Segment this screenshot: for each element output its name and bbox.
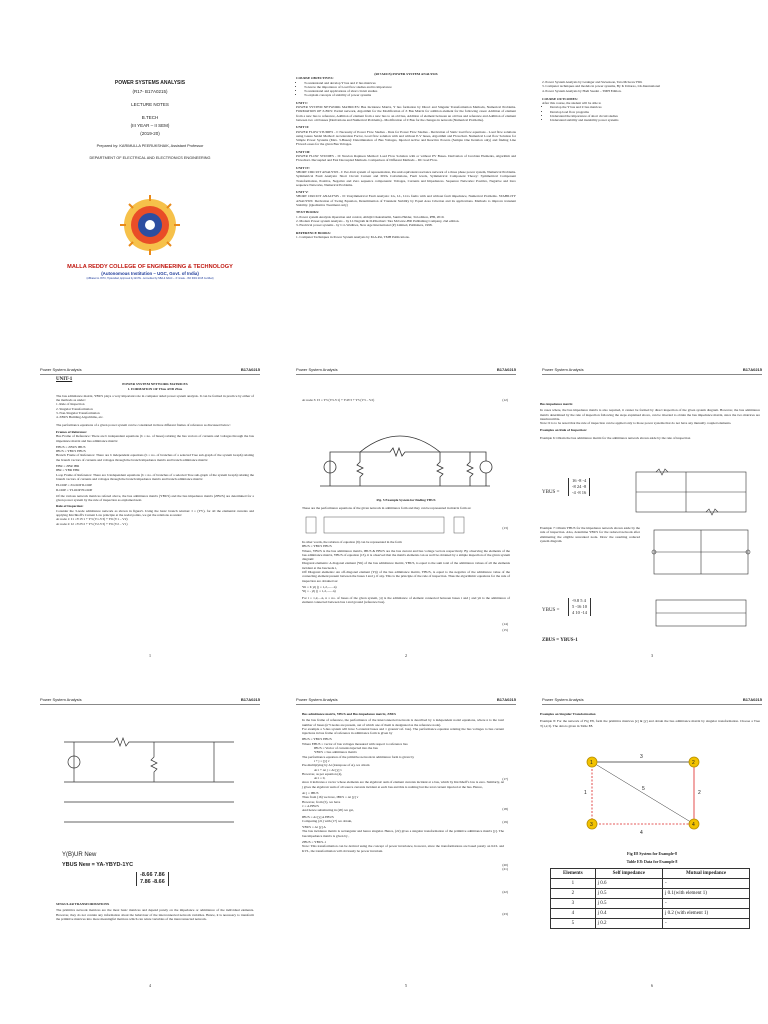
body-para: And hence substituting in (20) we get, <box>302 808 354 813</box>
table-row <box>551 919 750 929</box>
branch-label: 5 <box>642 786 645 792</box>
matrix-row: -8.66 7.86 <box>140 872 165 878</box>
reduced-network-sketch <box>646 594 756 634</box>
page-2 <box>288 346 524 676</box>
college-emblem <box>120 195 180 255</box>
table-cell: - <box>663 879 750 889</box>
cover-code: (R17- B17A0215) <box>132 89 168 94</box>
section-subtitle: 1. FORMATION OF Ybus AND Zbus <box>127 386 183 391</box>
equation: v = A EBUS <box>302 803 319 808</box>
objective-item: • To understand and applications of short circuit studies <box>304 89 516 93</box>
handwritten-network-sketch <box>54 712 244 842</box>
header-left: Power System Analysis <box>542 697 584 702</box>
body-para: Of the various network matrices refered above, the bus admittance matrix (YBUS) and the bus impedance matrix (ZBUS) are determined for a given power system by the rule of inspection as explained next. <box>56 493 254 503</box>
matrix-row: -4 -8 16 <box>572 490 587 495</box>
equation: At node 1: I1 =Y1V1 + Y3 (V1-V3) + Y6 (V1 – V2) <box>56 517 128 522</box>
cover-notes: LECTURE NOTES <box>131 102 169 107</box>
equation: At j = IBUS <box>302 791 319 796</box>
body-para: Pre-multiplying by At (transpose of A), we obtain <box>302 763 370 768</box>
equation-number: (20) <box>502 863 508 867</box>
table-header: Self impedance <box>595 869 662 879</box>
page-number: 6 <box>651 983 653 988</box>
list-item: 2. Singular Transformation <box>56 406 93 411</box>
body-para: The primitive network matrices are the most basic matrices and depend purely on the impedance or admittance of the individual elements. However, they do not contain any information about the behaviour of the interconnected network variables. Hence, it is necessary to transform the primitive matrices into more meaningful matrices which can relate variables of the interconnected network. <box>56 908 254 921</box>
table-header: Mutual impedance <box>663 869 750 879</box>
college-affiliation: (Affiliated to JNTU, Hyderabad, Approved by AICTE - Accredited by NBA & NAAC – 'A' Grade - ISO 9001:2015 Certified) <box>86 277 214 280</box>
page5-text <box>302 712 504 853</box>
header-left: Power System Analysis <box>542 367 584 372</box>
outcome-item: • Understand the importance of short circuit studies <box>550 114 762 118</box>
syllabus-heading: (R17A0215) POWER SYSTEM ANALYSIS <box>374 72 438 76</box>
page-header <box>542 366 762 375</box>
objectives-list <box>296 81 516 98</box>
table-cell: 1 <box>551 879 596 889</box>
equation-number: (12) <box>502 398 508 402</box>
body-para: since it indicates a vector whose elements are the algebraic sum of element currents incident at a bus, which by Kirchhoff's law is zero. Similarly, At j gives the algebraic sum of all source currents incident at each bus and this is nothing but the total current injected at the bus. Hence, <box>302 780 504 789</box>
equation: IBR = YBR EBR <box>56 468 80 473</box>
text-book-item: 2. Modern Power system Analysis – by I.J.Nagrath & D.P.Kothari: Tata McGraw-Hill Publishing Company, 2nd edition. <box>296 218 460 223</box>
table-title: Table E8: Data for Example 8 <box>626 859 678 864</box>
page2-after: These are the performance equations of the given network in admittance form and they can be represented in matrix form as: <box>302 506 472 510</box>
equation-number: (17) <box>502 777 508 781</box>
list-item: 3. Non-Singular Transformation <box>56 411 100 416</box>
header-right: B17A0215 <box>240 697 260 702</box>
ybus-7-label: YBUS = <box>542 608 560 613</box>
table-cell: j 0.6 <box>595 879 662 889</box>
page4-text <box>56 902 254 921</box>
page-header <box>40 696 260 705</box>
equation: IBUS = At [y] A EBUS <box>302 814 334 819</box>
body-para: For i = 1,2,....n, n = no. of buses of the given system, yij is the admittance of element connected between buses i and j and yii is the admittance of element connected between bus i and ground (reference bus). <box>302 595 510 604</box>
table-row <box>551 909 750 919</box>
header-right: B17A0215 <box>240 367 260 372</box>
section-title: Examples on Singular Transformation <box>540 712 596 716</box>
body-para: Off Diagonal elements: An off-diagonal element (Yij) of the bus admittance matrix, YBUS, is equal to the negative of the admittance value of the connecting element present between the buses I and j, if any. This is the principle of the rule of inspection. Thus the algorithmic equations for the rule of inspection are obtained as: <box>302 570 510 583</box>
node-label: 4 <box>692 822 695 828</box>
page-5 <box>288 676 524 1006</box>
body-para: In the bus frame of reference, the performance of the interconnected network is described by n independent nodal equations, where n is the total number of buses (n+1nodes are present, out of which one of them is designated as the reference node). <box>302 718 504 727</box>
body-para: The performance equation of the primitive network in admittance form is given by <box>302 754 415 759</box>
outcome-item: • Develop load flow programs <box>550 110 762 114</box>
reference-books-title: REFERENCE BOOKS: <box>296 230 331 235</box>
header-right: B17A0215 <box>496 697 516 702</box>
page-number: 2 <box>405 653 407 658</box>
unit5-title: UNIT V: <box>296 190 309 195</box>
page2-text <box>302 540 510 604</box>
equation: IBUS = YBUS EBUS <box>302 544 332 549</box>
ybus-new-matrix <box>136 872 169 886</box>
matrix-7 <box>568 598 591 616</box>
table-cell: - <box>663 899 750 909</box>
matrix-row: -8 24 -8 <box>572 484 587 489</box>
table-cell: 2 <box>551 889 596 899</box>
objective-item: • To understand and develop Y bus and Z bus matrices <box>304 81 516 85</box>
unit3-text: POWER FLOW STUDIES - II: Newton Raphson Method: Load Flow Solution with or without PV Buses- Derivation of Jacobian Elements, Algorithm and Flowchart. Decoupled and Fast Decoupled Methods. Comparison of Different Methods – DC load Flow. <box>296 154 516 163</box>
page-number: 3 <box>651 653 653 658</box>
objective-item: • To explain concepts of stability of power systems <box>304 93 516 97</box>
body-para: For example a 5-bus system will have 5 external buses and 1 ground/ ref. bus). The performance equation relating the bus voltages to bus current injections in bus frame of reference in admittance form is given by <box>302 726 504 736</box>
reference-book-item: 2. Power System Analysis by Grainger and Stevenson, Tata McGraw Hill. <box>542 80 643 84</box>
equation-number: (13) <box>502 526 508 530</box>
table-cell: j 0.2 (with element 1) <box>663 909 750 919</box>
body-para: YBUS = bus admittance matrix <box>314 750 357 755</box>
node3-equation: At node 3: I3 = Y3 (V3-V1) + Y4V3 + Y5 (V3 – V2) <box>302 398 375 402</box>
table-cell: 4 <box>551 909 596 919</box>
unit2-text: POWER FLOW STUDIES - I: Necessity of Power Flow Studies - Data for Power Flow Studies - Derivation of Static load flow equations - Load flow solutions using Gauss Seidel Method: Acceleration Factor, Load flow solution with and without P-V buses, Algorithm and Flowchart. Numerical Load flow Solution for Simple Power Systems (Max. 3-Buses): Determination of Bus Voltages, Injected Active and Reactive Powers (Sample One Iteration only) and finding Line Flows/Losses for the given Bus Voltages. <box>296 129 516 147</box>
page-header <box>296 366 516 375</box>
table-row <box>551 889 750 899</box>
header-left: Power System Analysis <box>40 697 82 702</box>
matrix-row: 16 -8 -4 <box>572 478 587 483</box>
cover-year: (III YEAR – II SEM) <box>130 123 170 128</box>
page-number: 4 <box>149 983 151 988</box>
cover-dept: DEPARTMENT OF ELECTRICAL AND ELECTRONICS ENGINEERING <box>89 156 211 160</box>
equation-number: (18) <box>502 807 508 811</box>
equation: ELOOP = ZLOOP ILOOP <box>56 483 93 488</box>
equation: EBUS = ZBUS IBUS <box>56 444 86 449</box>
body-para: The performance equations of a given power system can be considered in three different frames of reference as discussed below: <box>56 422 231 427</box>
cover-prepared: Prepared by: KARIMULLA PEERUKSHAIK, Assistant Professor <box>96 144 204 148</box>
table-cell: j 0.4 <box>595 909 662 919</box>
section-title: Bus admittance matrix, YBUS and Bus impedance matrix, ZBUS <box>302 712 397 716</box>
page-6 <box>534 676 768 1006</box>
syllabus-text <box>296 72 516 239</box>
college-name: MALLA REDDY COLLEGE OF ENGINEERING & TECHNOLOGY <box>67 264 233 270</box>
table-e8 <box>550 868 750 929</box>
body-para: Comparing (21) with (17) we obtain, <box>302 818 353 823</box>
cover-title-block <box>32 80 268 160</box>
equation-number: (21) <box>502 867 508 871</box>
equation: IBUS = YBUS EBUS <box>56 449 86 454</box>
college-institution: (Autonomous Institution – UGC, Govt. of India) <box>101 271 199 276</box>
node-label: 2 <box>692 760 695 766</box>
equation: ZBUS = YBUS-1 <box>302 840 327 845</box>
subheading: Frames of Reference: <box>56 429 88 434</box>
cover-title: POWER SYSTEMS ANALYSIS <box>114 80 186 86</box>
network-diagram <box>310 412 500 492</box>
list-item: 1. Rule of Inspection <box>56 402 85 407</box>
equation: Yii = Σ yij (j = 1,2,.......n) <box>302 584 337 589</box>
table-row <box>551 879 750 889</box>
cover-page <box>32 20 268 350</box>
body-para: Bus Frame of Reference: There are b independent equations (b = no. of buses) relating the bus vectors of currents and voltages through the bus impedance matrix and bus admittance matrix: <box>56 434 254 443</box>
outcomes-title: COURSE OUTCOMES: <box>542 96 578 101</box>
page-header <box>296 696 516 705</box>
equation: At i + At j = At [y] v <box>314 767 342 772</box>
branch-label: 3 <box>640 754 643 760</box>
page-header <box>40 366 260 375</box>
objective-item: • To know the importance of Load flow studies and its importance <box>304 85 516 89</box>
page6-text <box>540 712 760 728</box>
body-para: Branch Frame of Reference: There are b independent equations (b = no. of branches of a selected Tree sub-graph of the system Graph) relating the branch vectors of currents and voltages through the branch impedance matrix and branch admittance matrix: <box>56 453 254 462</box>
node-label: 3 <box>590 822 593 828</box>
impedance-network-sketch <box>646 522 756 582</box>
section-title: POWER SYSTEM NETWORK MATRICES <box>122 382 188 387</box>
matrix-row: 5 -16 10 <box>572 604 587 609</box>
example-8: Example 8: For the network of Fig E8, form the primitive matrices [z] & [y] and obtain the bus admittance matrix by singular transformation. Choose a Tree T(1,2,3). The data is given in Table E8. <box>540 719 760 728</box>
ybus-6-label: YBUS = <box>542 490 560 495</box>
body-para: However, as per equation (4), <box>302 771 343 776</box>
table-cell: - <box>663 919 750 929</box>
outcomes-text <box>542 80 762 123</box>
header-right: B17A0215 <box>496 367 516 372</box>
equation: i + j = [y] v <box>314 758 330 763</box>
unit4-text: SHORT CIRCUIT ANALYSIS - I: Per-Unit system of representation, Per-unit equivalent reactance network of a three phase power system, Numerical Problems. Symmetrical Fault Analysis: Short Circuit Current and MVA Calculations, Fault levels, Symmetrical Component Theory: Symmetrical Component Transformation, Positive, Negative and Zero sequence components: Voltages, Currents and Impedances. Sequence Networks: Positive, Negative and Zero sequence Networks, Numerical Problems. <box>296 169 516 187</box>
header-left: Power System Analysis <box>296 697 338 702</box>
equation-number: (15) <box>502 628 508 632</box>
cover-session: (2019-20) <box>140 131 160 136</box>
figure-caption: Fig E8 System for Example-8 <box>627 851 677 856</box>
page3-text <box>540 402 760 440</box>
page1-text <box>56 378 254 526</box>
unit2-title: UNIT II: <box>296 125 310 130</box>
body-para: Note: It is to be noted that the rule of inspection can be applied only to those power systems that do not have any mutually coupled elements. <box>540 421 732 426</box>
outcome-item: • Understand stability and instability power systems <box>550 118 762 122</box>
body-para: Where EBUS = vector of bus voltages measured with respect to reference bus <box>302 741 408 746</box>
admittance-network-sketch <box>626 466 756 518</box>
node-label: 1 <box>590 760 593 766</box>
body-para: However, from (5), we have <box>302 799 341 804</box>
zbus-equation: ZBUS = YBUS-1 <box>542 638 578 643</box>
outcomes-page <box>534 20 768 350</box>
table-cell: j 0.2 <box>595 919 662 929</box>
unit3-title: UNIT III: <box>296 149 311 154</box>
table-cell: j 0.5 <box>595 899 662 909</box>
unit1-title: UNIT I: <box>296 100 308 105</box>
table-cell: 5 <box>551 919 596 929</box>
ybus-7 <box>542 608 559 613</box>
body-para: Note: This transformation can be derived using the concept of power invariance, however, since the transformations are based purely on KCL and KVL, the transformation will obviously be power invariant. <box>302 844 504 853</box>
table-cell: j 0.1(with element 1) <box>663 889 750 899</box>
cover-program: B.TECH <box>141 115 159 120</box>
equation-number: (19) <box>502 820 508 824</box>
header-left: Power System Analysis <box>40 367 82 372</box>
body-para: Diagonal elements: A diagonal element (Yii) of the bus admittance matrix, YBUS, is equal to the sum total of the admittance values of all the elements incident at the bus/node i, <box>302 561 510 570</box>
list-item: 4. ZBUS Building Algorithms, etc. <box>56 415 104 420</box>
unit1-text: POWER SYSTEM NETWORK MATRICES: Bus Incidence Matrix, Y bus formation by Direct and Singular Transformation Methods, Numerical Problems. FORMATION OF Z-BUS: Partial network, Algorithm for the Modification of Z Bus Matrix for addition element for the following cases: Addition of element from a new bus to reference, Addition of element from a new bus to an old bus, Addition of element between an old bus and reference and Addition of element between two old busses (Derivations and Numerical Problems).- Modification of Z Bus for the changes in network (Numerical Problems). <box>296 105 516 122</box>
text-book-item: 3. Electrical power systems - by C.L.Wadhwa, New Age International (P) Limited, Publishers, 1998. <box>296 223 433 228</box>
page-4 <box>32 676 268 1006</box>
body-para: Consider the 3-node admittance network as shown in figure5. Using the basic branch relation: I = (YV), for all the elemental currents and applying Kirchhoff's Current Law principle at the nodal points, we get the relations as under: <box>56 508 254 518</box>
table-header: Elements <box>551 869 596 879</box>
unit4-title: UNIT IV: <box>296 165 310 170</box>
body-para: Loop Frame of Reference: There are b independent equations (b = no. of branches of a selected Tree sub-graph of the system Graph) relating the branch vectors of currents and voltages through the branch impedance matrix and branch admittance matrix: <box>56 472 254 481</box>
cover-college-block <box>32 264 268 280</box>
reference-book-item: 3. Computer techniques and models in power systems, By K Umarao, I.K.International <box>542 84 661 89</box>
equation: At i = 0, <box>314 776 326 781</box>
body-para: In other words, the relation of equation (9) can be represented in the form <box>302 540 402 544</box>
reference-book-item: 1. Computer Techniques in Power System Analysis by M.A.Pai, TMH Publications. <box>296 234 410 239</box>
equation-number: (14) <box>502 622 508 626</box>
ybus-new-label: Y(B)UR New <box>62 852 97 858</box>
body-para: The bus incidence matrix is rectangular and hence singular. Hence, (22) gives a singular transformation of the primitive admittance matrix [y]. The bus impedance matrix is given by , <box>302 829 504 838</box>
reference-book-item: 4. Power System Analysis by Hadi Saadat – TMH Edition. <box>542 88 622 93</box>
syllabus-page <box>288 20 524 350</box>
section-title: SINGULAR TRANSFORMATIONS <box>56 902 110 906</box>
header-left: Power System Analysis <box>296 367 338 372</box>
equation: Yij = - yij (j = 1,2,.......n) <box>302 589 336 594</box>
body-para: IBUS = Vector of currents injected into the bus <box>314 746 378 751</box>
equation: IBUS = YBUS EBUS <box>302 737 332 742</box>
objectives-title: COURSE OBJECTIVES: <box>296 76 334 81</box>
text-books-title: TEXT BOOKS: <box>296 210 320 215</box>
body-para: In cases where, the bus impedance matrix is also required, it cannot be formed by direct inspection of the given system diagram. However, the bus admittance matrix determined by the rule of inspection following the steps explained above, can be inverted to obtain the bus impedance matrix, since the two matrices are interinvertible. <box>540 408 760 421</box>
ybus-matrix-equation <box>304 516 484 534</box>
equation: EBR = ZBR IBR <box>56 464 80 469</box>
page-header <box>542 696 762 705</box>
ybus-6 <box>542 490 559 495</box>
equation: ILOOP = YLOOP ELOOP <box>56 487 93 492</box>
body-para: Where, YBUS is the bus admittance matrix, IBUS & EBUS are the bus current and bus voltage vectors respectively. By observing the elements of the bus admittance matrix, YBUS of equation (13), it is observed that the matrix elements can as well be obtained by a simple inspection of the given system diagram: <box>302 548 510 562</box>
branch-label: 1 <box>584 790 587 796</box>
equation-number: (23) <box>502 912 508 916</box>
equation: At node 2: I2 =Y2V2 + Y5 (V2-V3) + Y6 (V2 – V1) <box>56 521 128 526</box>
matrix-row: -9.8 5 4 <box>572 598 586 603</box>
page-1 <box>32 346 268 676</box>
body-para: The bus admittance matrix, YBUS plays a very important role in computer aided power system analysis. It can be formed in practice by either of the methods as under: <box>56 393 254 403</box>
example-6: Example 6: Obtain the bus admittance matrix for the admittance network shown aside by the rule of inspection <box>540 435 691 440</box>
figure-caption: Fig. 5 Example System for finding YBUS <box>376 498 436 502</box>
matrix-row: 4 10 -14 <box>572 610 587 615</box>
unit-title: UNIT-1 <box>56 377 73 382</box>
page-number: 5 <box>405 983 407 988</box>
table-row <box>551 899 750 909</box>
branch-label: 4 <box>640 830 643 836</box>
fig-e8-diagram <box>578 748 708 848</box>
branch-label: 2 <box>698 790 701 796</box>
page-3 <box>534 346 768 676</box>
header-right: B17A0215 <box>742 367 762 372</box>
table-cell: 3 <box>551 899 596 909</box>
outcomes-intro: After this course, the student will be able to <box>542 101 602 106</box>
text-book-item: 1. Power system Analysis Operation and control, Abhijit Chakrabarthi, Sunita Halder, 3rd edition, PHI, 2010. <box>296 214 445 219</box>
subheading: Rule of Inspection: <box>56 504 84 509</box>
unit5-text: SHORT CIRCUIT ANALYSIS - II: Unsymmetrical Fault Analysis: LG, LL, LLG faults with and without fault impedance, Numerical Problems. STABILITY ANALYSIS: Derivation of Swing Equation, Determination of Transient Stability by Equal Area Criterion and its applications. Methods to improve transient Stability. (Qualitative Treatment only) <box>296 194 516 208</box>
outcomes-list <box>542 105 762 122</box>
subheading: Examples on Rule of Inspection: <box>540 428 587 433</box>
equation-number: (22) <box>502 890 508 894</box>
section-title: Bus impedance matrix <box>540 402 573 406</box>
header-right: B17A0215 <box>742 697 762 702</box>
outcome-item: • Develop the Y bus and Z bus matrices <box>550 105 762 109</box>
page-number: 1 <box>149 653 151 658</box>
equation: YBUS = At [y] A <box>302 825 326 830</box>
table-cell: j 0.5 <box>595 889 662 899</box>
matrix-row: 7.86 -8.66 <box>140 879 165 885</box>
body-para: Thus from (16) we have, IBUS = At [y] v <box>302 795 359 800</box>
matrix-6 <box>568 478 590 496</box>
ybus-new-equation: YBUS New = YA-YBYD-1YC <box>62 862 134 868</box>
example-7: Example 7: Obtain YBUS for the impedance network shown aside by the rule of inspection. Also, determine YBUS for the reduced network after eliminating the eligible unwanted node. Draw the resulting reduced system diagram. <box>540 526 640 543</box>
